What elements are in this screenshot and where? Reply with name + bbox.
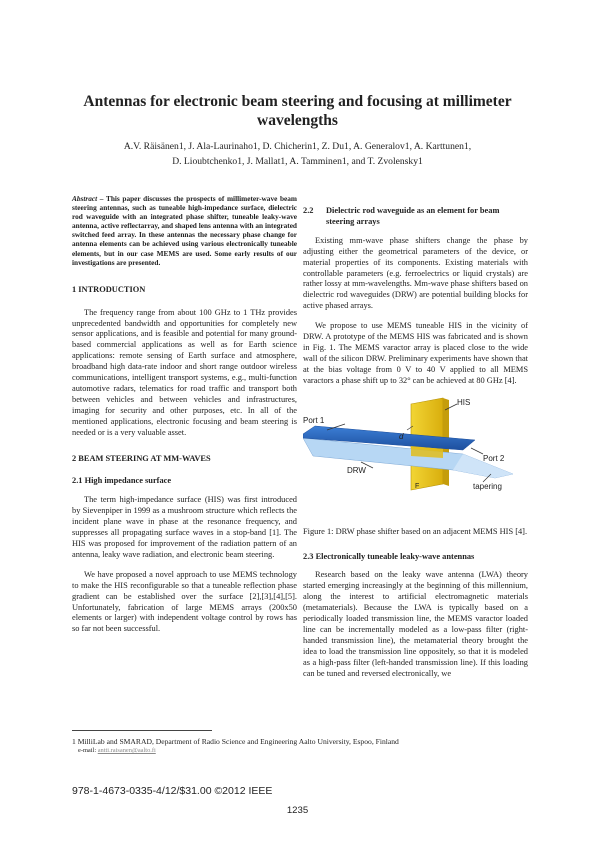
email-link[interactable]: antti.raisanen@aalto.fi bbox=[97, 747, 156, 754]
section-2-heading: 2 BEAM STEERING AT MM-WAVES bbox=[72, 453, 211, 463]
abstract-text: – This paper discusses the prospects of millimeter-wave beam steering antennas, such as tuneable high-impedance surface, dielectric rod waveguide with an integrated phase shifter, tuneable leaky-wave antenna, active reflectarray, and shaped lens antenna with an integrated switched feed array. In these antennas the necessary phase change for antenna elements can be achieved using various electronically tuneable elements, but in our case MEMS are used. Some early results of our investigations are presented. bbox=[72, 194, 298, 267]
label-drw: DRW bbox=[347, 465, 366, 475]
left-column bbox=[72, 194, 297, 644]
subsection-2-2-title: Dielectric rod waveguide as an element for beam steering arrays bbox=[326, 206, 500, 226]
subsection-2-2-heading bbox=[303, 206, 528, 228]
authors-line-2: D. Lioubtchenko1, J. Mallat1, A. Tamminen1, and T. Zvolensky1 bbox=[172, 155, 423, 167]
subsection-2-2-number: 2.2 bbox=[303, 206, 314, 215]
page-number: 1235 bbox=[286, 805, 309, 816]
his-paragraph-2: We have proposed a novel approach to use MEMS technology to make the HIS reconfigurable so that a tuneable reflection phase gradient can be established over the surface [2],[3],[4],[5]. Unfortunately, fabrication of large MEMS arrays (200x50 elements or larger) with independent voltage control by rows has so far not been successful. bbox=[72, 569, 297, 634]
port-2-arrow bbox=[471, 448, 483, 454]
paper-title: Antennas for electronic beam steering and focusing at millimeter wavelengths bbox=[83, 93, 512, 129]
footnote-rule bbox=[72, 730, 212, 731]
footnote-affiliation: 1 MilliLab and SMARAD, Department of Radio Science and Engineering Aalto University, Espoo, Finland bbox=[72, 737, 399, 746]
author-list bbox=[80, 140, 515, 169]
intro-paragraph: The frequency range from about 100 GHz to 1 THz provides unprecedented bandwidth and opportunities for completely new sensor applications, and is feasible and potential for many ground-based commercial applications as well as for Earth science applications: remote sensing of Earth surface and atmosphere, broadband high data-rate indoor and short range outdoor wireless communications, intelligent transport systems, e.g., multi-function automotive radars, telematics for road traffic and transport both between vehicles and between vehicles and infrastructures, imaging for security and other purposes, etc. In all of the mentioned applications, electronic focusing and beam steering is needed or is a very valuable asset. bbox=[72, 307, 297, 437]
label-tapering: tapering bbox=[473, 481, 502, 491]
drw-paragraph-2: We propose to use MEMS tuneable HIS in the vicinity of DRW. A prototype of the MEMS HIS was fabricated and is shown in Fig. 1. The MEMS varactor array is placed close to the wide wall of the silicon DRW. Preliminary experiments have shown that at the bias voltage from 0 V to 40 V applied to all MEMS varactors a phase shift up to 32° can be achieved at 80 GHz [4]. bbox=[303, 321, 528, 385]
abstract-label: Abstract bbox=[72, 194, 98, 203]
drw-paragraph-1: Existing mm-wave phase shifters change the phase by adjusting either the geometrical parameters of the device, or material properties of its components. Existing materials with controllable parameters (e.g. ferroelectrics or liquid crystals) are rather lossy at mm-wavelengths. Mm-wave phase shifters based on dielectric rod waveguides (DRW) are potential building blocks for active phased arrays. bbox=[303, 235, 528, 311]
section-1-heading: 1 INTRODUCTION bbox=[72, 284, 146, 294]
label-port-1: Port 1 bbox=[303, 415, 325, 425]
right-column bbox=[303, 206, 528, 688]
figure-1-caption: Figure 1: DRW phase shifter based on an adjacent MEMS HIS [4]. bbox=[303, 526, 528, 536]
subsection-2-1-heading: 2.1 High impedance surface bbox=[72, 476, 172, 486]
label-port-2: Port 2 bbox=[483, 453, 505, 463]
his-paragraph-1: The term high-impedance surface (HIS) was first introduced by Sievenpiper in 1999 as a mushroom structure which reflects the incident plane wave in phase at the resonance frequency, and suppresses all propagating surface waves in a stop-band [1]. The HIS was proposed for improvement of the radiation pattern of an antenna, leaky wave radiation, and electronic beam steering. bbox=[72, 495, 297, 559]
subsection-2-3-heading: 2.3 Electronically tuneable leaky-wave antennas bbox=[303, 551, 475, 561]
email-label: e-mail: bbox=[78, 747, 97, 754]
footnote-email-line bbox=[78, 746, 522, 755]
lwa-paragraph: Research based on the leaky wave antenna (LWA) theory started emerging increasingly at the beginning of this millennium, along the interest to artificial electromagnetic materials (metamaterials). Because the LWA is typically based on a periodically loaded transmission line, the MEMS varactor loaded line can be incrementally modeled as a low-pass filter (right-handed transmission line), the metamaterial theory brought the idea to load the transmission line oppositely, so that it is modeled as a high-pass filter (left-handed transmission line). If this loading can be tuned and reversed electronically, we bbox=[303, 570, 528, 678]
figure-1 bbox=[303, 396, 528, 521]
abstract bbox=[72, 194, 297, 267]
label-d: d bbox=[399, 431, 404, 441]
footnote bbox=[72, 737, 522, 755]
authors-line-1: A.V. Räisänen1, J. Ala-Laurinaho1, D. Chicherin1, Z. Du1, A. Generalov1, A. Karttunen1, bbox=[123, 141, 472, 152]
copyright-line: 978-1-4673-0335-4/12/$31.00 ©2012 IEEE bbox=[72, 785, 273, 797]
label-his: HIS bbox=[457, 397, 471, 407]
label-f: F bbox=[415, 482, 420, 490]
